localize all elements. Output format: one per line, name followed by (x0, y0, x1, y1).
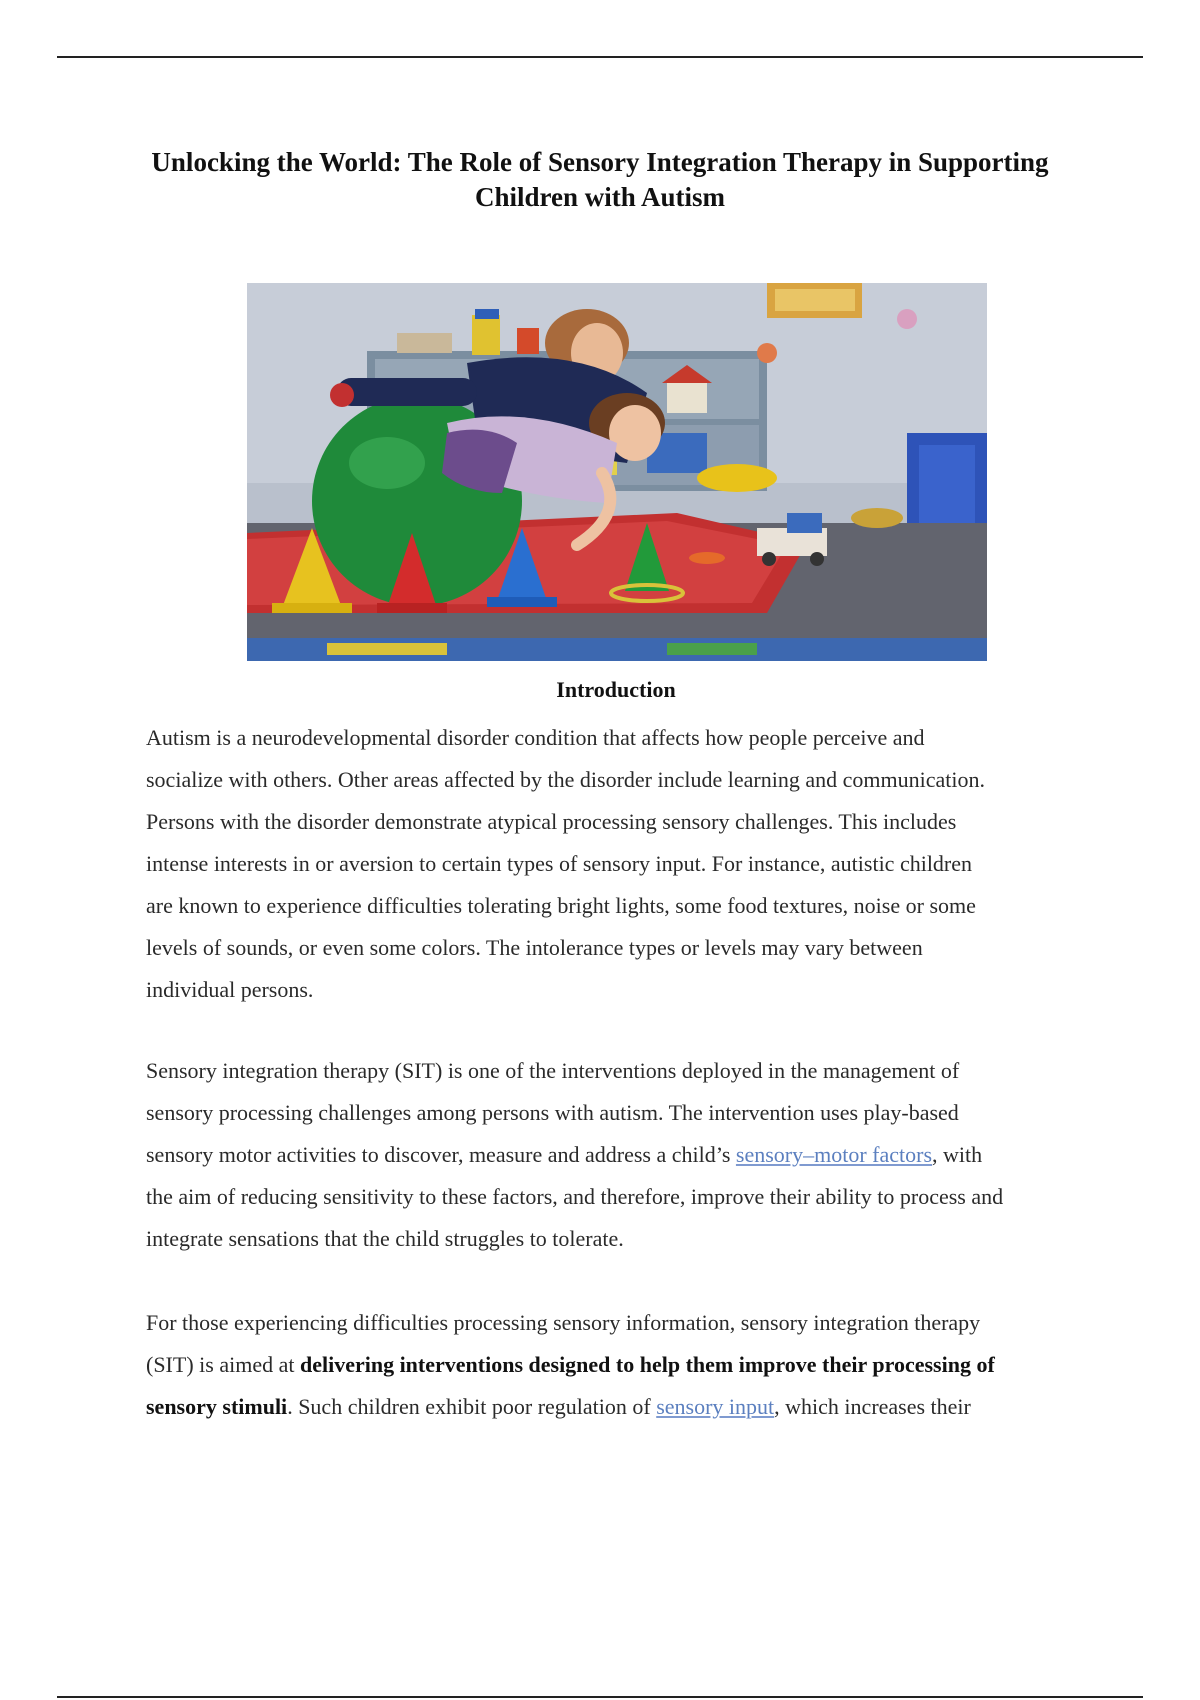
bold-text: sensory stimuli (146, 1394, 288, 1419)
text-run: sensory motor activities to discover, measure and address a child’s (146, 1142, 736, 1167)
header-rule (57, 56, 1143, 58)
paragraph-sit-definition (146, 1050, 1096, 1260)
article-photo (247, 283, 987, 661)
paragraph-line: individual persons. (146, 977, 314, 1002)
paragraph-line (146, 1386, 1096, 1428)
paragraph-line: socialize with others. Other areas affected by the disorder include learning and communication. (146, 767, 985, 792)
text-run: , with (932, 1142, 983, 1167)
text-run: , which increases their (774, 1394, 971, 1419)
document-title: Unlocking the World: The Role of Sensory Integration Therapy in Supporting Children with Autism (151, 147, 1049, 212)
paragraph-line: integrate sensations that the child struggles to tolerate. (146, 1226, 624, 1251)
paragraph-line: sensory processing challenges among persons with autism. The intervention uses play-based (146, 1100, 959, 1125)
footer-rule (57, 1696, 1143, 1698)
paragraph-line: levels of sounds, or even some colors. The intolerance types or levels may vary between (146, 935, 923, 960)
paragraph-line: the aim of reducing sensitivity to these factors, and therefore, improve their ability to process and (146, 1184, 1004, 1209)
sensory-input-link[interactable]: sensory input (656, 1394, 775, 1419)
text-run: (SIT) is aimed at (146, 1352, 300, 1377)
paragraph-line: intense interests in or aversion to certain types of sensory input. For instance, autistic children (146, 851, 973, 876)
sensory-motor-factors-link[interactable]: sensory–motor factors (735, 1142, 933, 1167)
paragraph-introduction (146, 717, 1096, 1011)
paragraph-line: For those experiencing difficulties processing sensory information, sensory integration therapy (146, 1310, 981, 1335)
paragraph-line (146, 1344, 1096, 1386)
paragraph-line: are known to experience difficulties tolerating bright lights, some food textures, noise or some (146, 893, 976, 918)
paragraph-line: Sensory integration therapy (SIT) is one of the interventions deployed in the management of (146, 1058, 960, 1083)
paragraph-sit-aim (146, 1302, 1096, 1428)
paragraph-line (146, 1134, 1096, 1176)
bold-text: delivering interventions designed to help them improve their processing of (299, 1352, 995, 1377)
section-heading-introduction: Introduction (556, 677, 676, 702)
paragraph-line: Autism is a neurodevelopmental disorder condition that affects how people perceive and (146, 725, 925, 750)
text-run: . Such children exhibit poor regulation of (287, 1394, 657, 1419)
paragraph-line: Persons with the disorder demonstrate atypical processing sensory challenges. This includes (146, 809, 957, 834)
